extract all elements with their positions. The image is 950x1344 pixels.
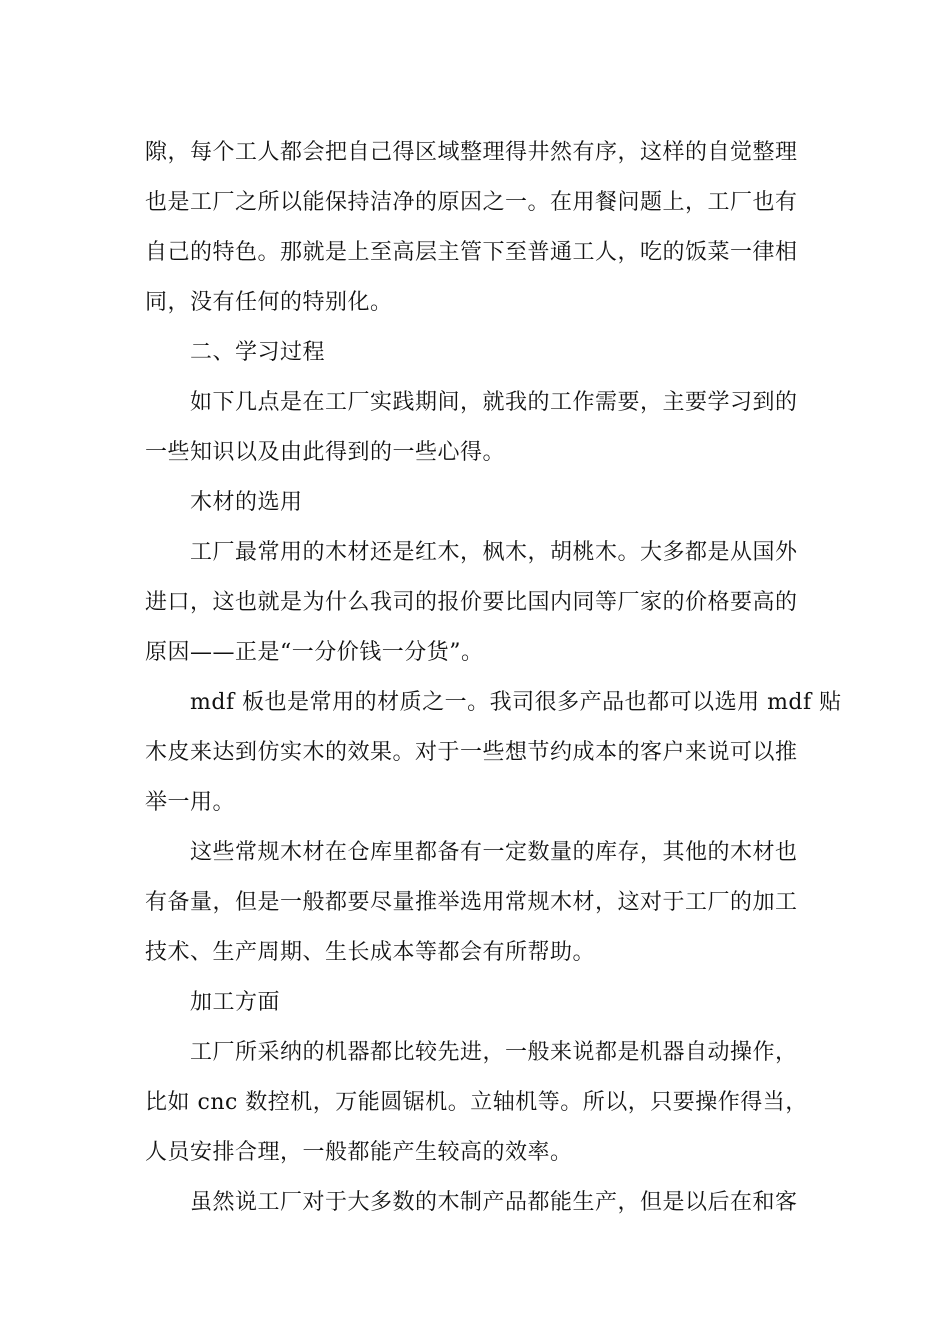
heading-text: 二、学习过程 [190,340,326,365]
paragraph-common-wood [145,528,810,678]
text-line: 人员安排合理，一般都能产生较高的效率。 [145,1140,573,1165]
text-line: 比如 cnc 数控机，万能圆锯机。立轴机等。所以，只要操作得当， [145,1090,808,1115]
text-line: 自己的特色。那就是上至高层主管下至普通工人，吃的饭菜一律相 [145,240,798,265]
text-line: 同，没有任何的特别化。 [145,290,393,315]
text-line: 这些常规木材在仓库里都备有一定数量的库存，其他的木材也 [190,840,798,865]
text-line: 工厂最常用的木材还是红木，枫木，胡桃木。大多都是从国外 [190,540,798,565]
section-heading-learning-process [145,328,810,378]
text-line: 如下几点是在工厂实践期间，就我的工作需要，主要学习到的 [190,390,798,415]
paragraph-inventory [145,828,810,978]
heading-text: 加工方面 [190,990,281,1015]
text-line: 虽然说工厂对于大多数的木制产品都能生产，但是以后在和客 [190,1190,798,1215]
paragraph-machines [145,1028,810,1178]
text-line: 原因——正是“一分价钱一分货”。 [145,640,484,665]
paragraph-intro [145,378,810,478]
subheading-processing [145,978,810,1028]
text-line: 有备量，但是一般都要尽量推举选用常规木材，这对于工厂的加工 [145,890,798,915]
text-line: 木皮来达到仿实木的效果。对于一些想节约成本的客户来说可以推 [145,740,798,765]
paragraph-production [145,1178,810,1228]
paragraph-mdf [145,678,842,828]
text-line: 隙，每个工人都会把自己得区域整理得井然有序，这样的自觉整理 [145,140,798,165]
text-line: 进口，这也就是为什么我司的报价要比国内同等厂家的价格要高的 [145,590,798,615]
text-line: 技术、生产周期、生长成本等都会有所帮助。 [145,940,596,965]
subheading-wood-selection [145,478,810,528]
text-line: 举一用。 [145,790,236,815]
text-line: 也是工厂之所以能保持洁净的原因之一。在用餐问题上，工厂也有 [145,190,798,215]
paragraph-factory-order [145,128,810,328]
heading-text: 木材的选用 [190,490,303,515]
document-body [145,128,842,1228]
text-line: mdf 板也是常用的材质之一。我司很多产品也都可以选用 mdf 贴 [190,690,842,715]
text-line: 工厂所采纳的机器都比较先进，一般来说都是机器自动操作， [190,1040,798,1065]
text-line: 一些知识以及由此得到的一些心得。 [145,440,506,465]
